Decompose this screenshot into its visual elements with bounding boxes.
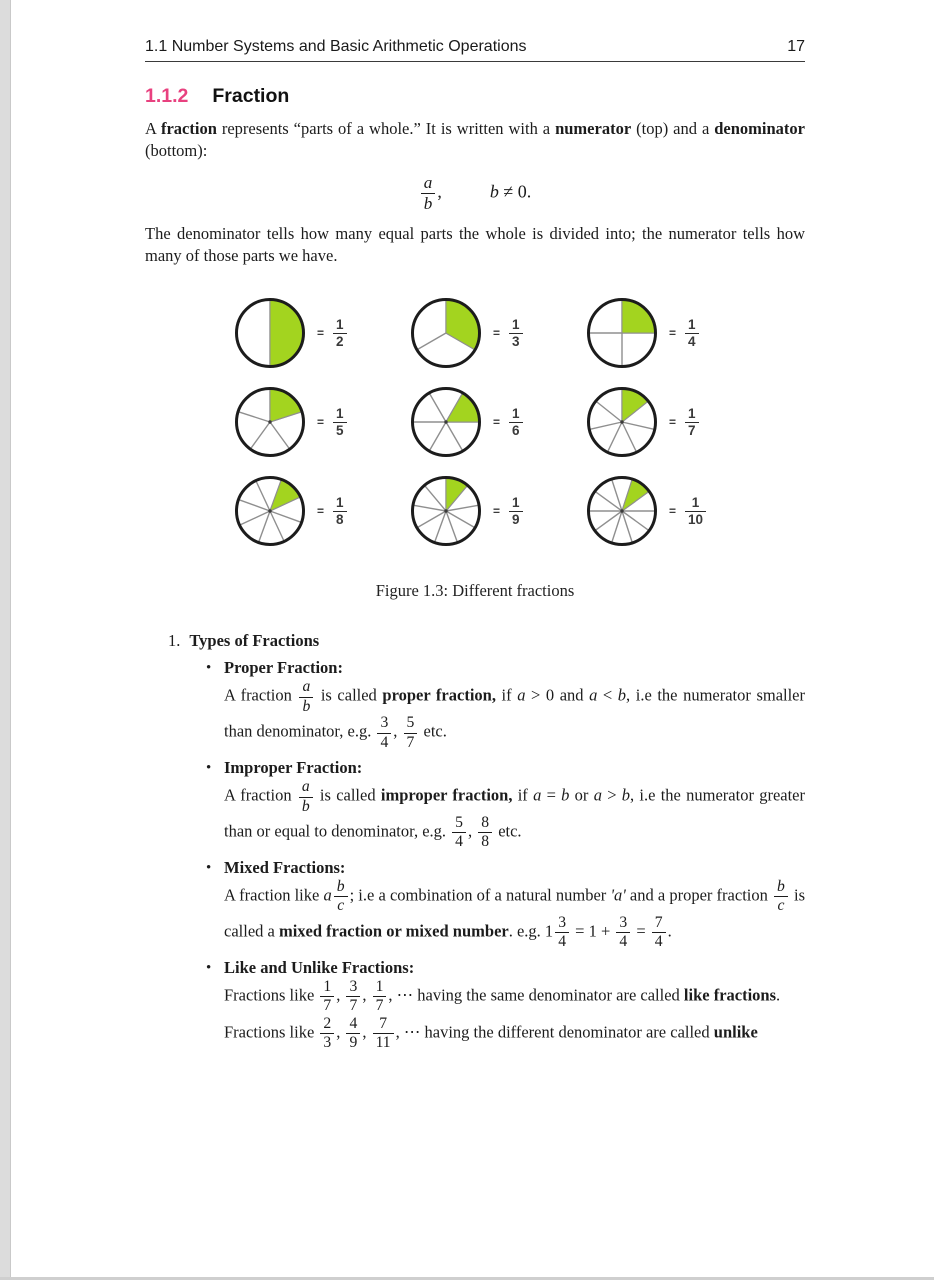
inline-fraction bbox=[320, 1016, 334, 1052]
text-run: or bbox=[569, 785, 594, 805]
text-run: represents “parts of a whole.” It is written with a bbox=[216, 119, 556, 138]
fraction-numerator: 7 bbox=[379, 1014, 388, 1032]
intro-paragraph bbox=[145, 118, 805, 162]
fraction-type-paragraph bbox=[224, 1016, 805, 1052]
inline-fraction bbox=[377, 715, 391, 751]
text-run: etc. bbox=[419, 721, 447, 741]
inline-fraction bbox=[346, 1016, 360, 1052]
fraction-denominator: 7 bbox=[320, 996, 334, 1014]
pie-chart-1-6 bbox=[408, 384, 484, 460]
equals-sign: = bbox=[317, 504, 325, 519]
text-run: A bbox=[145, 119, 161, 138]
fraction-numerator: b bbox=[777, 877, 785, 895]
equals-sign: = bbox=[317, 415, 325, 430]
pie-chart-1-8 bbox=[232, 473, 308, 549]
text-run: . bbox=[776, 985, 781, 1005]
text-run: proper fraction, bbox=[382, 686, 496, 706]
pie-chart-1-4 bbox=[584, 295, 660, 371]
section-title: Fraction bbox=[212, 85, 290, 107]
pie-filled-slice bbox=[270, 300, 304, 367]
text-run: < bbox=[597, 686, 618, 706]
pie-chart-1-7 bbox=[584, 384, 660, 460]
fraction-numerator: 1 bbox=[688, 405, 696, 421]
text-run: , bbox=[362, 985, 371, 1005]
text-run: b bbox=[621, 785, 631, 805]
inline-fraction bbox=[373, 979, 387, 1015]
fraction-denominator: 7 bbox=[373, 996, 387, 1014]
fraction-numerator: 1 bbox=[336, 494, 344, 510]
fraction-type-heading: Improper Fraction: bbox=[224, 758, 363, 778]
equals-sign: = bbox=[493, 504, 501, 519]
text-run: a bbox=[593, 785, 602, 805]
inline-fraction bbox=[299, 679, 313, 715]
section-heading bbox=[145, 85, 805, 108]
fraction-numerator: 5 bbox=[406, 714, 415, 732]
fraction-denominator: b bbox=[299, 797, 313, 815]
fraction-numerator: 3 bbox=[619, 913, 628, 931]
fraction-numerator: a bbox=[301, 778, 310, 796]
fraction-numerator: 1 bbox=[688, 316, 696, 332]
fraction-pie-1-4 bbox=[584, 295, 718, 371]
fraction-denominator: 4 bbox=[616, 932, 630, 950]
text-run: A fraction bbox=[224, 686, 298, 706]
denominator-paragraph bbox=[145, 223, 805, 267]
text-run: denominator bbox=[714, 119, 805, 138]
fraction-type-item bbox=[168, 758, 805, 851]
fraction-type-item bbox=[168, 858, 805, 951]
inline-fraction bbox=[616, 915, 630, 951]
text-run: mixed fraction or mixed number bbox=[278, 921, 509, 941]
text-run: , ⋯ having the same denominator are called bbox=[388, 985, 684, 1005]
inline-fraction bbox=[320, 979, 334, 1015]
fraction-numerator: 1 bbox=[336, 405, 344, 421]
fraction-denominator: 10 bbox=[685, 511, 706, 527]
fraction-type-paragraph bbox=[224, 679, 805, 751]
fraction-type-heading: Proper Fraction: bbox=[224, 658, 343, 678]
fraction-numerator: 4 bbox=[349, 1014, 358, 1032]
text-run: is called bbox=[314, 785, 381, 805]
inline-fraction bbox=[555, 915, 569, 951]
text-run: if bbox=[495, 686, 518, 706]
fraction-denominator: 5 bbox=[333, 422, 347, 438]
text-run: = bbox=[632, 921, 650, 941]
text-run: fraction bbox=[160, 119, 217, 138]
text-run: Fractions like bbox=[224, 985, 319, 1005]
pie-row bbox=[232, 295, 718, 371]
fraction-type-heading: Like and Unlike Fractions: bbox=[224, 957, 415, 977]
text-run: unlike bbox=[713, 1022, 758, 1042]
fraction-denominator: 7 bbox=[685, 422, 699, 438]
pie-row bbox=[232, 384, 718, 460]
pie-chart-1-10 bbox=[584, 473, 660, 549]
text-run: a bbox=[533, 785, 542, 805]
text-run: is called bbox=[315, 686, 383, 706]
running-header bbox=[145, 38, 805, 62]
text-run: , i.e the numerator smaller than denominator, e.g. bbox=[224, 686, 806, 741]
text-run: = 1 + bbox=[571, 921, 615, 941]
inline-fraction bbox=[404, 715, 418, 751]
fraction-pie-1-5 bbox=[232, 384, 366, 460]
text-run: a bbox=[589, 686, 598, 706]
text-run: ; i.e a combination of a natural number bbox=[349, 885, 611, 905]
pie-fraction-label bbox=[333, 407, 347, 438]
list-item-number: 1. bbox=[168, 631, 181, 651]
text-run: numerator bbox=[555, 119, 632, 138]
inline-fraction bbox=[299, 779, 313, 815]
pie-chart-grid bbox=[145, 295, 805, 549]
running-header-title: 1.1 Number Systems and Basic Arithmetic Operations bbox=[145, 38, 527, 55]
section-number: 1.1.2 bbox=[145, 85, 189, 107]
text-run: = bbox=[541, 785, 562, 805]
figure-caption: Figure 1.3: Different fractions bbox=[375, 581, 575, 601]
equals-sign: = bbox=[493, 326, 501, 341]
fraction-type-paragraph bbox=[224, 879, 805, 951]
text-run: b bbox=[617, 686, 627, 706]
text-run: , bbox=[362, 1022, 371, 1042]
fraction-numerator: 1 bbox=[512, 405, 520, 421]
fraction-types-list bbox=[145, 631, 805, 1051]
text-run: , bbox=[437, 181, 442, 202]
fraction-type-paragraph bbox=[224, 979, 805, 1015]
fraction-denominator: c bbox=[334, 896, 348, 914]
list-title-line bbox=[168, 631, 805, 651]
text-run: b bbox=[561, 785, 570, 805]
fraction-denominator: 4 bbox=[377, 733, 391, 751]
fraction-pie-1-3 bbox=[408, 295, 542, 371]
text-run: , bbox=[467, 821, 477, 841]
fraction-numerator: b bbox=[336, 877, 345, 895]
fraction-denominator: 3 bbox=[509, 333, 523, 349]
fraction-type-item bbox=[168, 658, 805, 751]
fraction-numerator: 3 bbox=[558, 913, 567, 931]
fraction-denominator: 7 bbox=[404, 733, 418, 751]
text-run: , i.e the numerator greater than or equal to denominator, e.g. bbox=[224, 785, 805, 841]
fraction-numerator: 2 bbox=[323, 1014, 332, 1032]
pie-fraction-label bbox=[685, 407, 699, 438]
fraction-numerator: 1 bbox=[323, 977, 332, 995]
fraction-type-heading: Mixed Fractions: bbox=[224, 857, 346, 877]
text-run: improper fraction, bbox=[380, 785, 513, 805]
inline-fraction bbox=[774, 879, 788, 915]
text-run: , bbox=[393, 721, 402, 741]
bullet-icon: • bbox=[206, 760, 212, 777]
fraction-type-paragraph bbox=[224, 779, 805, 851]
fraction-denominator: 6 bbox=[509, 422, 523, 438]
inline-fraction bbox=[652, 915, 666, 951]
fraction-denominator: 8 bbox=[478, 832, 492, 850]
fraction-denominator: c bbox=[774, 896, 788, 914]
fraction-numerator: 8 bbox=[481, 814, 490, 832]
pie-chart-1-9 bbox=[408, 473, 484, 549]
pie-fraction-label bbox=[333, 318, 347, 349]
fraction-numerator: 1 bbox=[375, 977, 384, 995]
fraction-pie-1-9 bbox=[408, 473, 542, 549]
text-run: > bbox=[601, 785, 622, 805]
text-run: A fraction like bbox=[224, 885, 324, 905]
fraction-pie-1-7 bbox=[584, 384, 718, 460]
fraction-numerator: 1 bbox=[512, 494, 520, 510]
text-run: Fractions like bbox=[224, 1022, 319, 1042]
fraction-pie-1-2 bbox=[232, 295, 366, 371]
fraction-denominator: 4 bbox=[452, 832, 466, 850]
equals-sign: = bbox=[317, 326, 325, 341]
pie-fraction-label bbox=[685, 496, 706, 527]
text-run: a bbox=[517, 686, 526, 706]
fraction-numerator: a bbox=[423, 173, 433, 193]
text-run: . e.g. 1 bbox=[508, 921, 554, 941]
bullet-icon: • bbox=[206, 660, 212, 677]
fraction-type-item bbox=[168, 958, 805, 1052]
pie-row bbox=[232, 473, 718, 549]
fraction-numerator: 3 bbox=[380, 714, 389, 732]
fraction-denominator: 7 bbox=[346, 996, 360, 1014]
fraction-denominator: b bbox=[299, 697, 313, 715]
fraction-pie-1-8 bbox=[232, 473, 366, 549]
fraction-denominator: 4 bbox=[555, 932, 569, 950]
text-run: , bbox=[336, 985, 345, 1005]
fraction-denominator: 4 bbox=[652, 932, 666, 950]
inline-fraction bbox=[421, 174, 436, 213]
text-run: if bbox=[512, 785, 534, 805]
inline-fraction bbox=[334, 879, 348, 915]
display-formula bbox=[145, 174, 805, 213]
fraction-numerator: 1 bbox=[336, 316, 344, 332]
text-run: . bbox=[667, 921, 672, 941]
text-run: The denominator tells how many equal parts the whole is divided into; the numerator tells how many of those parts we have. bbox=[145, 224, 805, 266]
inline-fraction bbox=[373, 1016, 394, 1052]
fraction-numerator: 5 bbox=[455, 814, 463, 832]
fraction-denominator: 2 bbox=[333, 333, 347, 349]
fraction-numerator: 1 bbox=[512, 316, 520, 332]
text-run: is called a bbox=[224, 885, 805, 941]
fraction-numerator: 1 bbox=[691, 494, 700, 510]
text-run: etc. bbox=[494, 821, 522, 841]
pie-chart-1-3 bbox=[408, 295, 484, 371]
list-title: Types of Fractions bbox=[189, 631, 320, 651]
pie-fraction-label bbox=[333, 496, 347, 527]
pie-chart-1-5 bbox=[232, 384, 308, 460]
pie-fraction-label bbox=[685, 318, 699, 349]
pie-fraction-label bbox=[509, 318, 523, 349]
page-number: 17 bbox=[787, 38, 805, 55]
pie-fraction-label bbox=[509, 496, 523, 527]
fraction-numerator: a bbox=[302, 678, 311, 696]
fraction-denominator: 11 bbox=[373, 1033, 394, 1051]
pie-chart-1-2 bbox=[232, 295, 308, 371]
fraction-denominator: 8 bbox=[333, 511, 347, 527]
bullet-icon: • bbox=[206, 859, 212, 876]
text-run: like fractions bbox=[683, 985, 777, 1005]
text-run: (top) and a bbox=[631, 119, 715, 138]
fraction-denominator: 4 bbox=[685, 333, 699, 349]
text-run: A fraction bbox=[224, 785, 297, 805]
text-run: a bbox=[323, 885, 332, 905]
pie-fraction-label bbox=[509, 407, 523, 438]
text-run: (bottom): bbox=[145, 141, 208, 161]
inline-fraction bbox=[452, 815, 466, 851]
bullet-icon: • bbox=[206, 959, 212, 976]
fraction-pie-1-10 bbox=[584, 473, 718, 549]
fractions-figure bbox=[145, 295, 805, 601]
fraction-denominator: 9 bbox=[509, 511, 523, 527]
text-run: , bbox=[336, 1022, 345, 1042]
text-run: 'a' bbox=[610, 885, 626, 905]
equals-sign: = bbox=[669, 415, 677, 430]
text-run: and a proper fraction bbox=[625, 885, 773, 905]
inline-fraction bbox=[346, 979, 360, 1015]
bullet-items-container bbox=[168, 658, 805, 1051]
text-run: ≠ 0. bbox=[498, 181, 532, 202]
fraction-pie-1-6 bbox=[408, 384, 542, 460]
equals-sign: = bbox=[493, 415, 501, 430]
equals-sign: = bbox=[669, 504, 677, 519]
fraction-numerator: 3 bbox=[349, 977, 358, 995]
fraction-denominator: 9 bbox=[346, 1033, 360, 1051]
text-run: > 0 and bbox=[525, 686, 590, 706]
text-run: , ⋯ having the different denominator are called bbox=[395, 1022, 714, 1042]
fraction-denominator: 3 bbox=[320, 1033, 334, 1051]
text-run: b bbox=[489, 181, 499, 202]
fraction-numerator: 7 bbox=[654, 913, 663, 931]
equals-sign: = bbox=[669, 326, 677, 341]
fraction-denominator: b bbox=[421, 193, 436, 213]
inline-fraction bbox=[478, 815, 492, 851]
